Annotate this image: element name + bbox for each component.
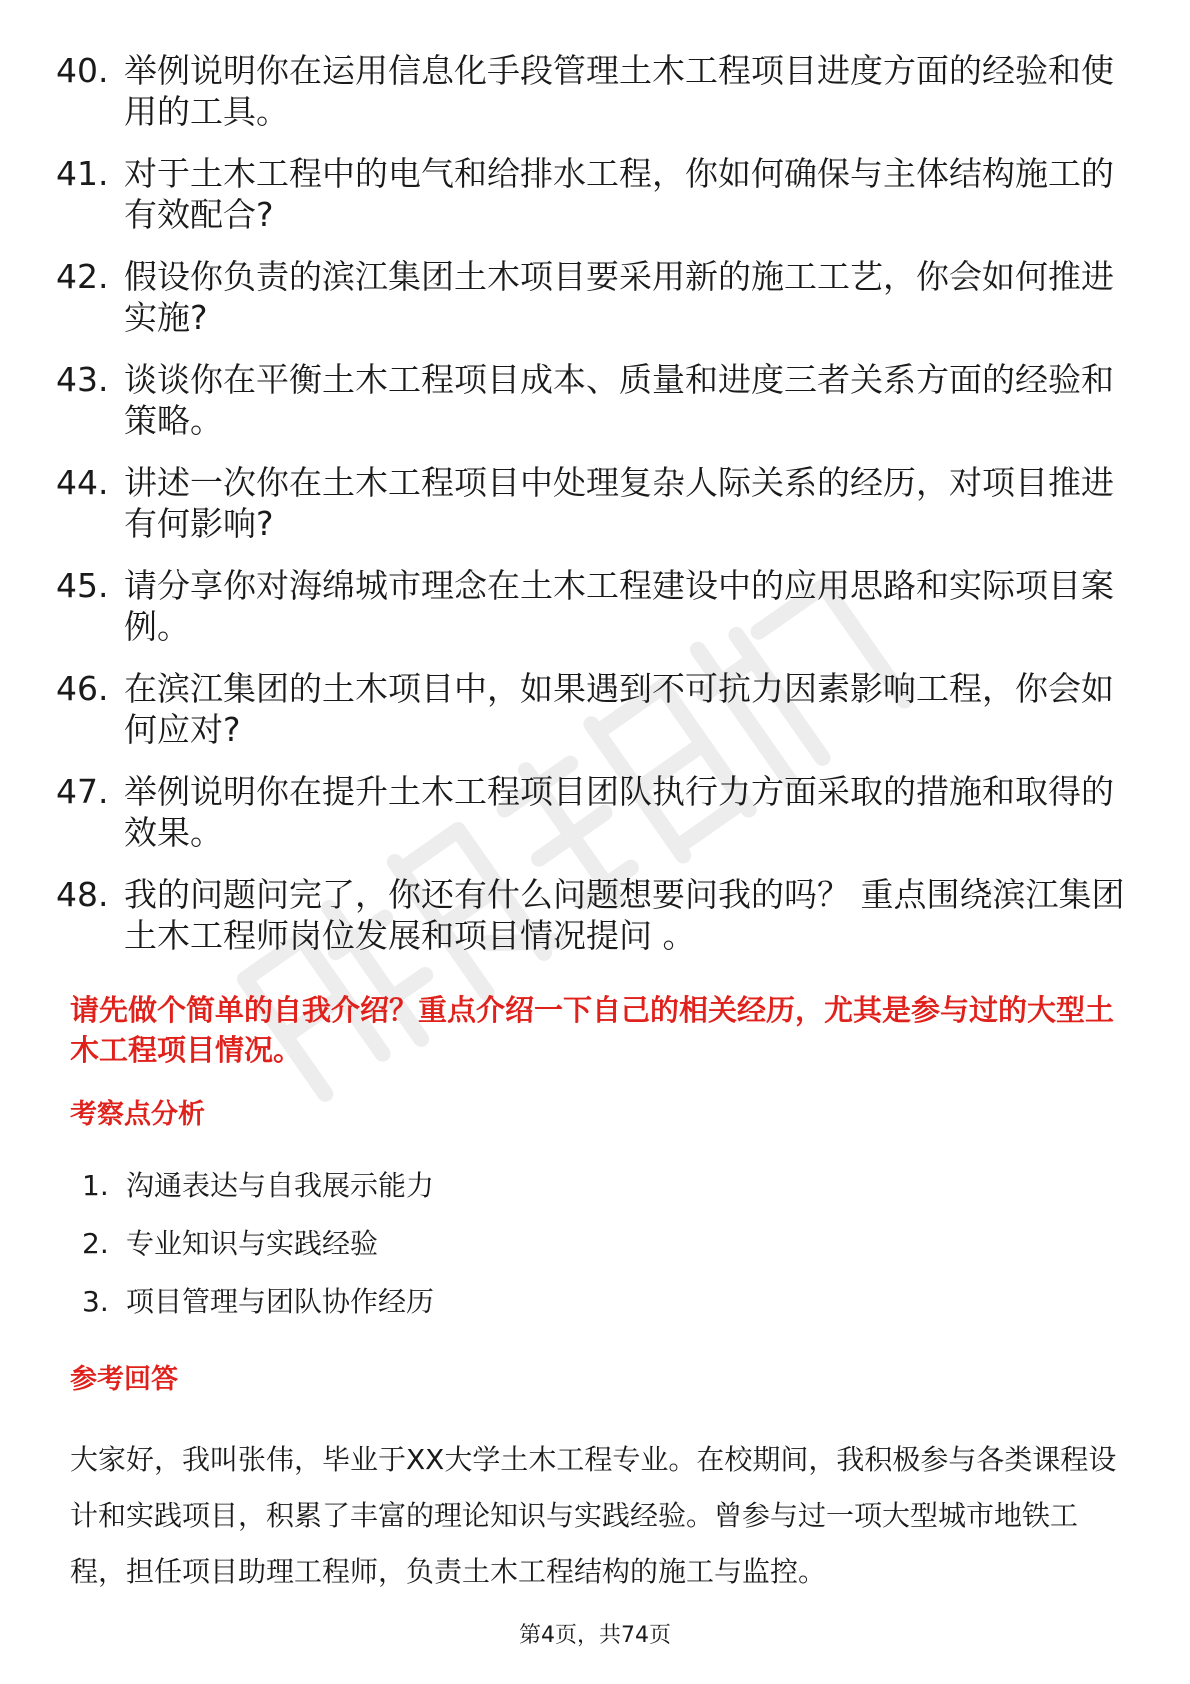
question-text: 假设你负责的滨江集团土木项目要采用新的施工工艺，你会如何推进实施? <box>124 257 1114 337</box>
point-number: 3. <box>82 1285 109 1318</box>
question-item <box>56 50 1136 132</box>
analysis-point <box>82 1284 434 1320</box>
question-number: 42. <box>56 257 109 296</box>
question-item <box>56 462 1136 544</box>
question-number: 48. <box>56 875 109 914</box>
question-item <box>56 359 1136 441</box>
question-item <box>56 565 1136 647</box>
analysis-point <box>82 1168 434 1204</box>
question-number: 46. <box>56 669 109 708</box>
question-text: 讲述一次你在土木工程项目中处理复杂人际关系的经历，对项目推进有何影响? <box>124 463 1114 543</box>
question-item <box>56 153 1136 235</box>
question-number: 44. <box>56 463 109 502</box>
question-number: 43. <box>56 360 109 399</box>
question-number: 41. <box>56 154 109 193</box>
question-item <box>56 256 1136 338</box>
point-number: 2. <box>82 1227 109 1260</box>
page-footer: 第4页，共74页 <box>519 1623 671 1648</box>
point-text: 专业知识与实践经验 <box>126 1227 379 1260</box>
question-list <box>56 50 1136 977</box>
answer-heading: 参考回答 <box>70 1364 178 1395</box>
question-text: 请分享你对海绵城市理念在土木工程建设中的应用思路和实际项目案例。 <box>124 566 1114 646</box>
question-text: 举例说明你在提升土木工程项目团队执行力方面采取的措施和取得的效果。 <box>124 772 1114 852</box>
analysis-point <box>82 1226 434 1262</box>
point-text: 沟通表达与自我展示能力 <box>126 1169 435 1202</box>
point-number: 1. <box>82 1169 109 1202</box>
question-text: 我的问题问完了，你还有什么问题想要问我的吗？ 重点围绕滨江集团土木工程师岗位发展和项目情况提问 。 <box>124 875 1125 955</box>
question-text: 谈谈你在平衡土木工程项目成本、质量和进度三者关系方面的经验和策略。 <box>124 360 1114 440</box>
question-item <box>56 874 1136 956</box>
question-item <box>56 771 1136 853</box>
answer-paragraph: 大家好，我叫张伟，毕业于XX大学土木工程专业。在校期间，我积极参与各类课程设计和实践项目，积累了丰富的理论知识与实践经验。曾参与过一项大型城市地铁工程，担任项目助理工程师，负责土木工程结构的施工与监控。 <box>70 1443 1117 1588</box>
question-number: 45. <box>56 566 109 605</box>
question-number: 40. <box>56 51 109 90</box>
point-text: 项目管理与团队协作经历 <box>126 1285 435 1318</box>
highlighted-question: 请先做个简单的自我介绍？重点介绍一下自己的相关经历，尤其是参与过的大型土木工程项目情况。 <box>70 993 1115 1067</box>
question-number: 47. <box>56 772 109 811</box>
analysis-points <box>82 1168 434 1342</box>
question-item <box>56 668 1136 750</box>
analysis-heading: 考察点分析 <box>70 1099 205 1130</box>
question-text: 对于土木工程中的电气和给排水工程，你如何确保与主体结构施工的有效配合? <box>124 154 1114 234</box>
question-text: 在滨江集团的土木项目中，如果遇到不可抗力因素影响工程，你会如何应对? <box>124 669 1114 749</box>
question-text: 举例说明你在运用信息化手段管理土木工程项目进度方面的经验和使用的工具。 <box>124 51 1114 131</box>
